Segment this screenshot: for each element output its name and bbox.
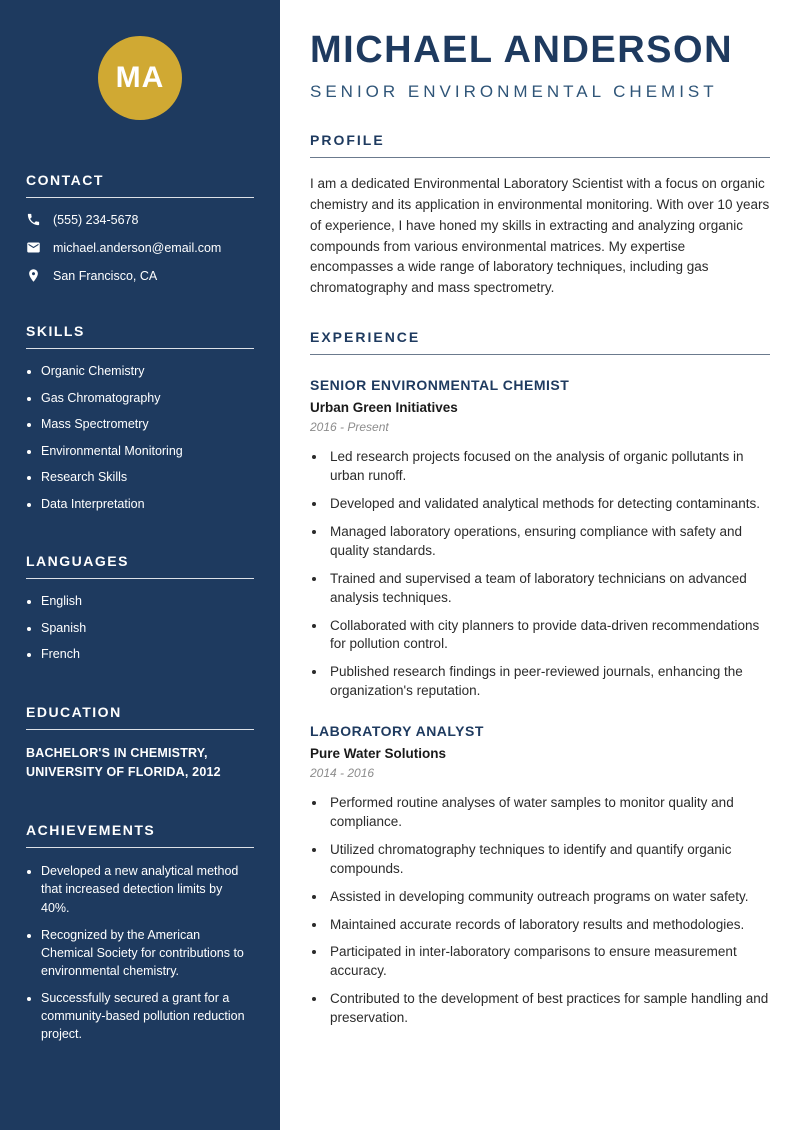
achievements-section-title: ACHIEVEMENTS <box>26 822 254 848</box>
candidate-title: SENIOR ENVIRONMENTAL CHEMIST <box>310 81 718 101</box>
email-icon <box>26 240 41 255</box>
main-content <box>280 0 800 1130</box>
job-role: LABORATORY ANALYST <box>310 723 484 740</box>
job-bullet: • Led research projects focused on the analysis of organic pollutants in urban runoff. <box>327 448 770 486</box>
job-bullet-list <box>310 448 770 701</box>
language-item: • English <box>41 593 254 611</box>
achievements-list <box>26 862 254 1043</box>
contact-section-title: CONTACT <box>26 172 254 198</box>
skill-item: • Data Interpretation <box>41 496 254 514</box>
job-bullet: • Utilized chromatography techniques to identify and quantify organic compounds. <box>327 841 770 879</box>
languages-section-title: LANGUAGES <box>26 553 254 579</box>
achievement-item: • Developed a new analytical method that increased detection limits by 40%. <box>41 862 254 916</box>
skill-item: • Research Skills <box>41 469 254 487</box>
job-bullet: • Performed routine analyses of water samples to monitor quality and compliance. <box>327 794 770 832</box>
contact-section <box>26 172 254 283</box>
job-bullet: • Developed and validated analytical methods for detecting contaminants. <box>327 495 770 514</box>
phone-icon <box>26 212 41 227</box>
job-company: Pure Water Solutions <box>310 746 447 762</box>
skill-item: • Mass Spectrometry <box>41 416 254 434</box>
job-bullet: • Published research findings in peer-reviewed journals, enhancing the organization's reputation. <box>327 663 770 701</box>
sidebar <box>0 0 280 1130</box>
experience-section <box>310 329 770 1028</box>
contact-email-value: michael.anderson@email.com <box>53 240 222 255</box>
contact-location-row <box>26 268 254 283</box>
education-section-title: EDUCATION <box>26 704 254 730</box>
languages-section <box>26 553 254 664</box>
job-company: Urban Green Initiatives <box>310 400 458 416</box>
job-dates: 2014 - 2016 <box>310 766 375 781</box>
skill-item: • Organic Chemistry <box>41 363 254 381</box>
skill-item: • Environmental Monitoring <box>41 443 254 461</box>
language-item: • Spanish <box>41 620 254 638</box>
education-degree: BACHELOR'S IN CHEMISTRY, UNIVERSITY OF FLORIDA, 2012 <box>26 745 221 779</box>
avatar-initials: MA <box>115 61 165 94</box>
job-entry-1 <box>310 377 770 701</box>
languages-list <box>26 593 254 664</box>
achievement-item: • Successfully secured a grant for a community-based pollution reduction project. <box>41 989 254 1043</box>
skills-section <box>26 323 254 513</box>
experience-heading: EXPERIENCE <box>310 329 770 355</box>
achievements-section <box>26 822 254 1043</box>
contact-email-row <box>26 240 254 255</box>
job-bullet: • Contributed to the development of best practices for sample handling and preservation. <box>327 990 770 1028</box>
contact-location-value: San Francisco, CA <box>53 268 158 283</box>
job-bullet: • Trained and supervised a team of laboratory technicians on advanced analysis techniques. <box>327 570 770 608</box>
avatar <box>98 36 182 120</box>
job-bullet: • Assisted in developing community outreach programs on water safety. <box>327 888 770 907</box>
job-bullet: • Maintained accurate records of laboratory results and methodologies. <box>327 916 770 935</box>
contact-phone-value: (555) 234-5678 <box>53 212 139 227</box>
job-dates: 2016 - Present <box>310 420 389 435</box>
job-bullet: • Managed laboratory operations, ensuring compliance with safety and quality standards. <box>327 523 770 561</box>
skills-list <box>26 363 254 513</box>
profile-text: I am a dedicated Environmental Laboratory Scientist with a focus on organic chemistry and its application in environmental monitoring. With over 10 years of experience, I have honed my skills in extracting and analyzing organic compounds from various environmental matrices. My expertise encompasses a wide range of laboratory techniques, including gas chromatography and mass spectrometry. <box>310 175 770 296</box>
language-item: • French <box>41 646 254 664</box>
skill-item: • Gas Chromatography <box>41 390 254 408</box>
profile-heading: PROFILE <box>310 132 770 158</box>
skills-section-title: SKILLS <box>26 323 254 349</box>
job-bullet-list <box>310 794 770 1028</box>
contact-phone-row <box>26 212 254 227</box>
job-role: SENIOR ENVIRONMENTAL CHEMIST <box>310 377 570 394</box>
candidate-name: MICHAEL ANDERSON <box>310 29 734 71</box>
job-bullet: • Participated in inter-laboratory comparisons to ensure measurement accuracy. <box>327 943 770 981</box>
job-entry-2 <box>310 723 770 1028</box>
profile-section <box>310 132 770 300</box>
location-icon <box>26 268 41 283</box>
job-bullet: • Collaborated with city planners to provide data-driven recommendations for pollution control. <box>327 617 770 655</box>
achievement-item: • Recognized by the American Chemical Society for contributions to environmental chemistry. <box>41 926 254 980</box>
education-section <box>26 704 254 783</box>
